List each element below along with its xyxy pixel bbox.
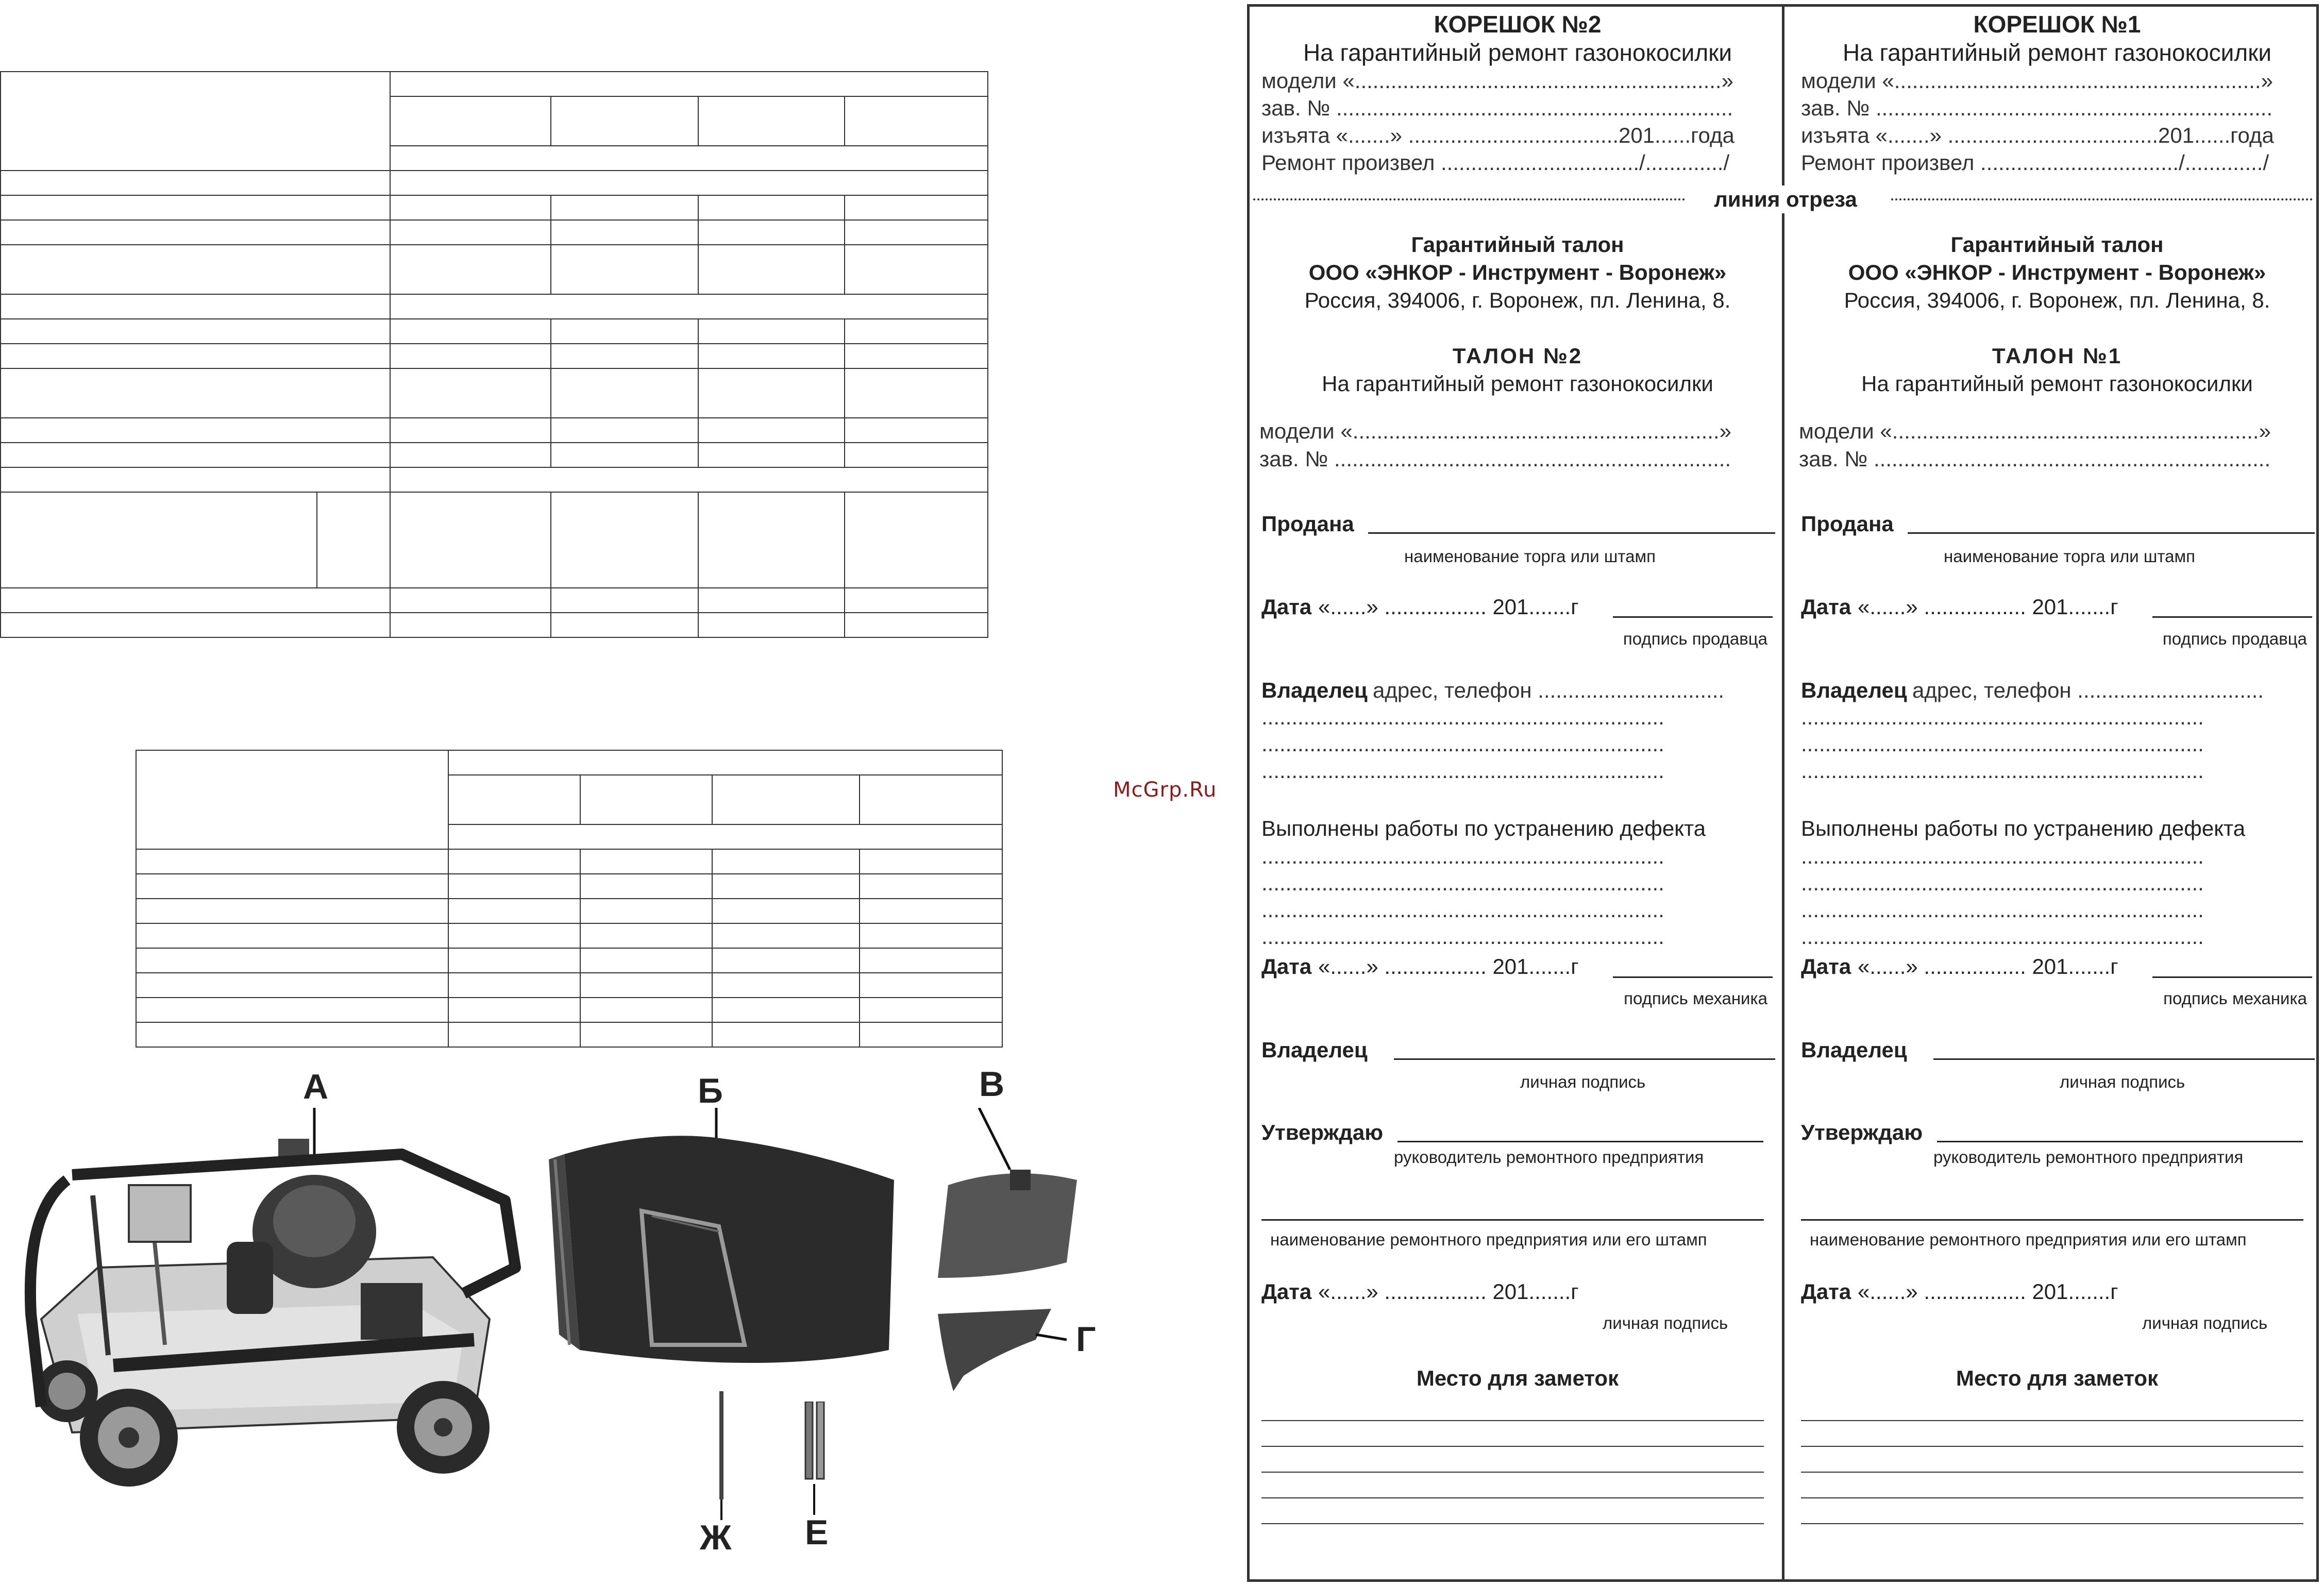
coupon1-notes-line-3 [1801,1472,2303,1473]
coupon2-date3-text: «......» ................. 201.......г [1318,1279,1579,1304]
coupon1-enterprise-line [1801,1219,2303,1221]
stub2-subtitle: На гарантийный ремонт газонокосилки [1303,39,1732,66]
stub2-model: модели «.............................................................» [1261,69,1733,93]
coupon2-approve-label: Утверждаю [1261,1120,1384,1144]
figure-label-b: Б [698,1071,723,1110]
coupon1-work-label: Выполнены работы по устранению дефекта [1801,816,2246,840]
stub2-removed: изъята «.......» ...................................201......года [1261,123,1734,147]
coupon2-seller-sign: подпись продавца [1623,629,1767,648]
coupon1-enterprise-caption: наименование ремонтного предприятия или его штамп [1810,1230,2247,1249]
coupon1-work-dots-1: ................................................................... [1801,844,2204,868]
figure-label-v: В [979,1065,1005,1104]
coupon1-notes-label: Место для заметок [1956,1366,2159,1390]
coupon2-sold-label: Продана [1261,512,1354,536]
coupon1-notes-line-4 [1801,1497,2303,1498]
coupon2-approve-line [1397,1141,1763,1142]
coupon1-date2-text: «......» ................. 201.......г [1858,954,2118,978]
coupon1-work-dots-4: ................................................................... [1801,924,2204,949]
coupon1-subtitle: На гарантийный ремонт газонокосилки [1861,372,2253,396]
figure-label-g: Г [1076,1320,1096,1359]
coupon2-date3-sign: личная подпись [1603,1313,1728,1332]
coupon1-seller-sign: подпись продавца [2162,629,2307,648]
coupon2-address: Россия, 394006, г. Воронеж, пл. Ленина, 8. [1304,288,1731,312]
coupon2-seller-sign-line [1613,616,1773,618]
coupon2-date2-label: Дата [1261,954,1312,978]
coupon2-notes-line-4 [1261,1497,1764,1498]
coupon1-owner2-label: Владелец [1801,1038,1907,1062]
stub2-title: КОРЕШОК №2 [1434,11,1602,38]
coupon2-work-dots-1: ................................................................... [1261,844,1664,868]
coupon2-owner2-sign: личная подпись [1520,1072,1646,1091]
coupon2-work-dots-4: ................................................................... [1261,924,1664,949]
stub2-repaired: Ремонт произвел ................................./............./ [1261,150,1730,175]
mulching-plug-rod-illustration [711,1391,732,1525]
coupon2-sold-line [1368,532,1775,534]
coupon1-approve-label: Утверждаю [1801,1120,1923,1144]
stub1-title: КОРЕШОК №1 [1973,11,2141,38]
coupon2-serial: зав. № .................................................................. [1259,447,1731,471]
coupon2-work-dots-2: ................................................................... [1261,871,1664,895]
coupon1-date-text: «......» ................. 201.......г [1858,595,2118,619]
coupon2-owner2-line [1394,1058,1775,1060]
stub1-serial: зав. № .................................................................. [1801,96,2273,120]
coupon2-notes-line-2 [1261,1446,1764,1447]
coupon1-date3-sign: личная подпись [2142,1313,2268,1332]
coupon2-work-label: Выполнены работы по устранению дефекта [1261,816,1706,840]
coupon1-seller-sign-line [2152,616,2312,618]
coupon1-owner-text: адрес, телефон ............................... [1912,678,2264,702]
coupon1-owner2-line [1933,1058,2315,1060]
coupon1-date2-label: Дата [1801,954,1851,978]
coupon1-owner-dots-2: ................................................................... [1801,732,2204,756]
stub2-serial: зав. № .................................................................. [1261,96,1733,120]
coupon2-enterprise-line [1261,1219,1764,1221]
card-divider [1782,4,1784,1582]
coupon2-owner-text: адрес, телефон ............................... [1373,678,1725,702]
figure-label-a: А [303,1067,329,1106]
figure-label-e: Е [805,1513,829,1552]
coupon2-approve-caption: руководитель ремонтного предприятия [1394,1148,1704,1167]
coupon2-date-label: Дата [1261,595,1312,619]
coupon1-work-dots-3: ................................................................... [1801,898,2204,922]
coupon2-date2-text: «......» ................. 201.......г [1318,954,1579,978]
stub1-repaired: Ремонт произвел ................................./............./ [1801,150,2269,175]
coupon1-approve-caption: руководитель ремонтного предприятия [1933,1148,2244,1167]
coupon1-date3-text: «......» ................. 201.......г [1858,1279,2118,1304]
coupon2-work-dots-3: ................................................................... [1261,898,1664,922]
coupon1-date-label: Дата [1801,595,1851,619]
coupon2-enterprise-caption: наименование ремонтного предприятия или его штамп [1270,1230,1707,1249]
coupon2-notes-line-1 [1261,1420,1764,1421]
cut-line-label: линия отреза [1700,185,1871,213]
side-discharge-cover-illustration [933,1108,1082,1396]
coupon1-date3-label: Дата [1801,1279,1851,1304]
stub1-model: модели «.............................................................» [1801,69,2273,93]
coupon1-approve-line [1937,1141,2303,1142]
coupon2-owner-dots-1: ................................................................... [1261,705,1664,729]
coupon1-owner-label: Владелец [1801,678,1907,702]
lawnmower-illustration [10,1098,541,1494]
coupon1-sold-caption: наименование торга или штамп [1944,547,2196,566]
spec-table-2 [136,750,1003,1048]
coupon1-address: Россия, 394006, г. Воронеж, пл. Ленина, 8. [1844,288,2270,312]
coupon2-owner-label: Владелец [1261,678,1368,702]
coupon2-owner-dots-2: ................................................................... [1261,732,1664,756]
coupon2-owner2-label: Владелец [1261,1038,1368,1062]
coupon1-owner2-sign: личная подпись [2060,1072,2185,1091]
figure-label-zh: Ж [700,1518,732,1557]
coupon1-talon: ТАЛОН №1 [1992,344,2123,368]
coupon1-sold-line [1908,532,2315,534]
coupon2-mechanic-line [1613,976,1773,978]
grass-catcher-illustration [549,1108,904,1376]
coupon1-heading: Гарантийный талон [1950,232,2164,257]
key-tools-illustration [801,1402,832,1525]
coupon2-notes-line-5 [1261,1523,1764,1524]
stub1-subtitle: На гарантийный ремонт газонокосилки [1842,39,2272,66]
coupon2-owner-dots-3: ................................................................... [1261,758,1664,783]
coupon1-owner-dots-1: ................................................................... [1801,705,2204,729]
watermark: McGrp.Ru [1113,778,1217,802]
coupon1-notes-line-1 [1801,1420,2303,1421]
coupon2-company: ООО «ЭНКОР - Инструмент - Воронеж» [1308,260,1727,284]
coupon2-sold-caption: наименование торга или штамп [1404,547,1656,566]
cut-line-dots-left [1253,193,1685,200]
coupon2-mechanic-sign: подпись механика [1624,989,1767,1008]
coupon2-subtitle: На гарантийный ремонт газонокосилки [1322,372,1713,396]
coupon1-mechanic-sign: подпись механика [2163,989,2307,1008]
coupon2-notes-line-3 [1261,1472,1764,1473]
cut-line-dots-right [1891,193,2313,200]
coupon2-date-text: «......» ................. 201.......г [1318,595,1579,619]
coupon2-talon: ТАЛОН №2 [1452,344,1583,368]
coupon2-date3-label: Дата [1261,1279,1312,1304]
coupon1-work-dots-2: ................................................................... [1801,871,2204,895]
spec-table-1 [0,71,988,638]
coupon1-notes-line-5 [1801,1523,2303,1524]
coupon1-sold-label: Продана [1801,512,1894,536]
coupon1-company: ООО «ЭНКОР - Инструмент - Воронеж» [1848,260,2266,284]
coupon1-notes-line-2 [1801,1446,2303,1447]
coupon2-heading: Гарантийный талон [1411,232,1624,257]
stub1-removed: изъята «.......» ...................................201......года [1801,123,2274,147]
coupon1-mechanic-line [2152,976,2312,978]
coupon1-model: модели «.............................................................» [1799,419,2271,443]
coupon1-owner-dots-3: ................................................................... [1801,758,2204,783]
coupon2-notes-label: Место для заметок [1416,1366,1619,1390]
coupon1-serial: зав. № .................................................................. [1799,447,2271,471]
coupon2-model: модели «.............................................................» [1259,419,1731,443]
